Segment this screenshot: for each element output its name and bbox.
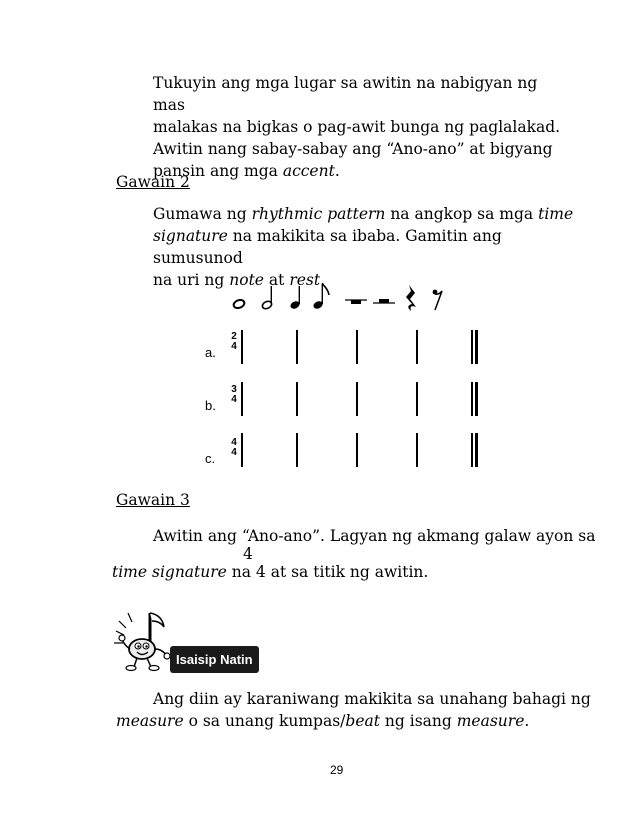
- barline: [241, 433, 243, 467]
- row-c-time-signature: [229, 438, 239, 458]
- gawain-3-ts-top: 4: [243, 545, 253, 563]
- text: at: [263, 271, 290, 289]
- intro-line-3: Awitin nang sabay-sabay ang “Ano-ano” at bigyang: [153, 140, 553, 158]
- barline: [356, 433, 358, 467]
- barline: [416, 382, 418, 416]
- isaisip-line-1: Ang diin ay karaniwang makikita sa unahang bahagi ng: [153, 690, 591, 708]
- final-barline-thin: [471, 433, 473, 467]
- term: signature: [153, 227, 228, 245]
- ts-bottom: 4: [231, 447, 237, 458]
- term: rest: [289, 271, 321, 289]
- row-b-label: b.: [205, 398, 216, 413]
- text: .: [524, 712, 530, 730]
- text: na 4 at sa titik ng awitin.: [226, 563, 429, 581]
- isaisip-line-2: [116, 710, 529, 732]
- final-barline-thick: [475, 433, 478, 467]
- term: measure: [116, 712, 184, 730]
- barline: [296, 330, 298, 364]
- term: note: [229, 271, 264, 289]
- isaisip-natin-badge: Isaisip Natin: [170, 646, 259, 673]
- term: rhythmic pattern: [251, 205, 386, 223]
- final-barline-thick: [475, 382, 478, 416]
- intro-line-1: Tukuyin ang mga lugar sa awitin na nabigyan ng mas: [153, 74, 538, 114]
- term: time signature: [112, 563, 227, 581]
- text: na uri ng: [153, 271, 230, 289]
- barline: [296, 382, 298, 416]
- page-number: 29: [330, 763, 344, 777]
- text: na makikita sa ibaba. Gamitin ang sumusunod: [153, 227, 502, 267]
- gawain-3-line-1: Awitin ang “Ano-ano”. Lagyan ng akmang galaw ayon sa: [153, 527, 596, 545]
- final-barline-thin: [471, 382, 473, 416]
- ts-bottom: 4: [231, 394, 237, 405]
- barline: [241, 330, 243, 364]
- barline: [241, 382, 243, 416]
- barline: [416, 433, 418, 467]
- text: .: [334, 162, 340, 180]
- text: ng isang: [379, 712, 457, 730]
- row-b-time-signature: [229, 385, 239, 405]
- row-a-label: a.: [205, 345, 216, 360]
- term: measure: [456, 712, 525, 730]
- text: o sa unang kumpas/: [183, 712, 346, 730]
- ts-bottom: 4: [231, 341, 237, 352]
- barline: [416, 330, 418, 364]
- final-barline-thick: [475, 330, 478, 364]
- ts-top: 3: [231, 384, 237, 395]
- row-c-label: c.: [205, 451, 216, 466]
- final-barline-thin: [471, 330, 473, 364]
- barline: [356, 330, 358, 364]
- gawain-2-heading: Gawain 2: [116, 173, 190, 191]
- ts-top: 2: [231, 331, 237, 342]
- text: Gumawa ng: [153, 205, 252, 223]
- gawain-3-heading: Gawain 3: [116, 491, 190, 509]
- term: beat: [345, 712, 380, 730]
- term: time: [538, 205, 574, 223]
- gawain-3-line-2: [112, 561, 428, 583]
- intro-line-2: malakas na bigkas o pag-awit bunga ng paglalakad.: [153, 118, 561, 136]
- text: pansin ang mga: [153, 162, 283, 180]
- barline: [296, 433, 298, 467]
- text: na angkop sa mga: [385, 205, 539, 223]
- ts-top: 4: [231, 437, 237, 448]
- accent-term: accent: [282, 162, 335, 180]
- row-a-time-signature: [229, 332, 239, 352]
- text: .: [320, 271, 326, 289]
- barline: [356, 382, 358, 416]
